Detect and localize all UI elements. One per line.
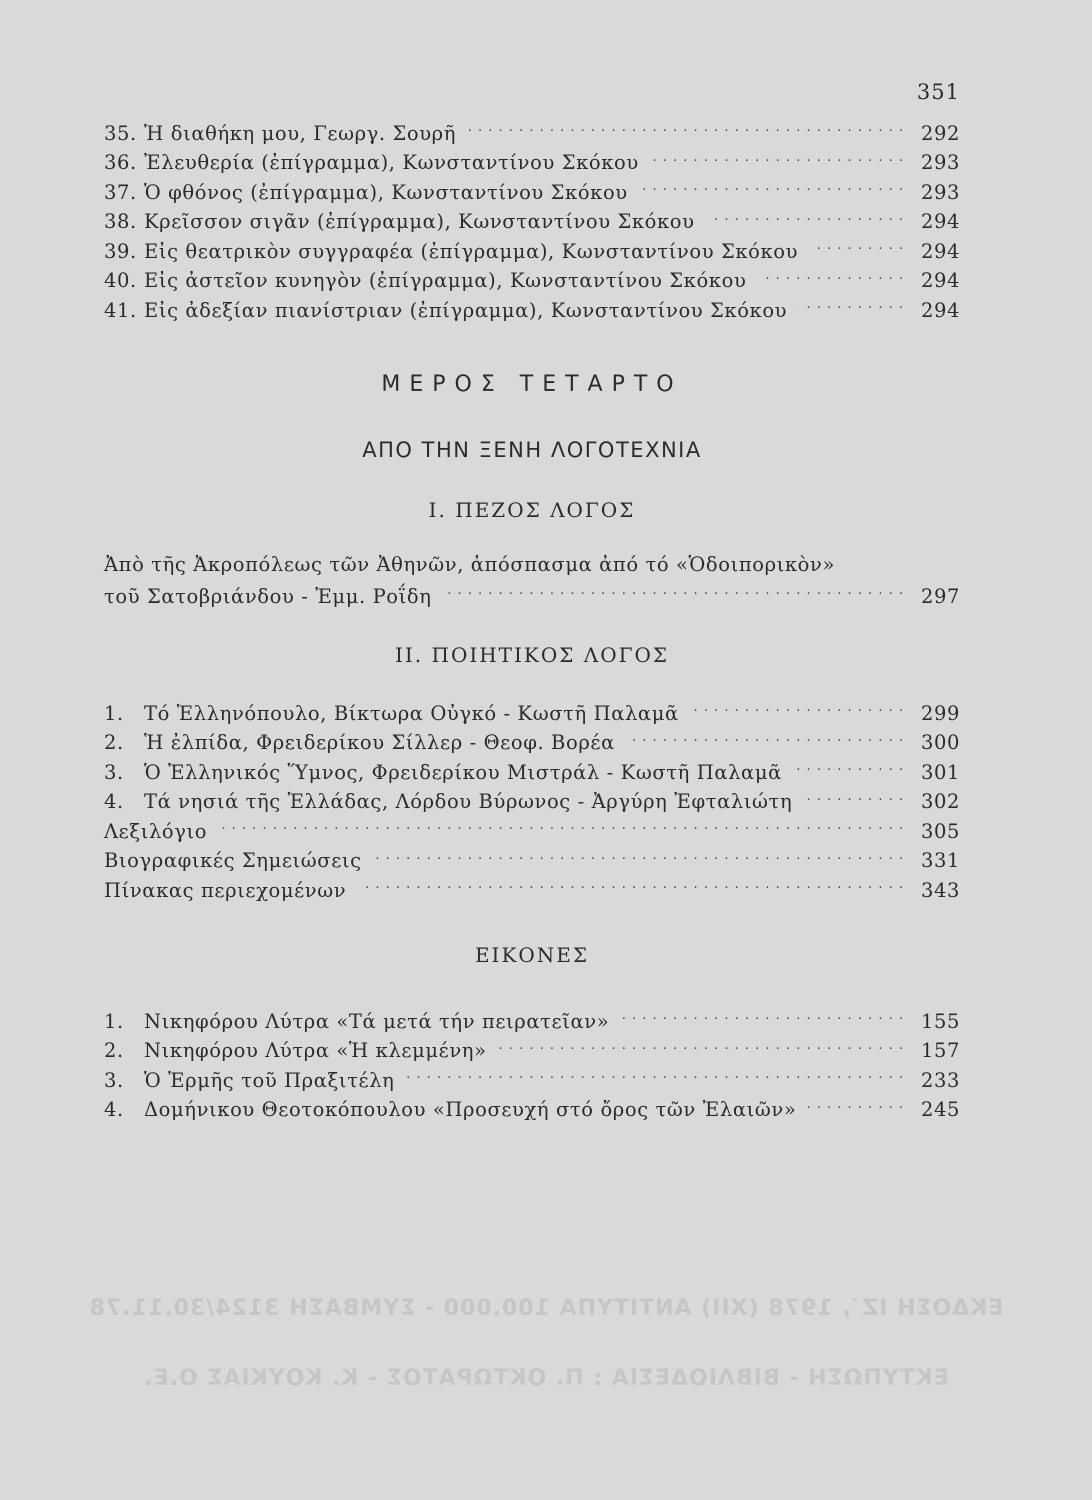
- toc-entry: [104, 179, 960, 209]
- toc-entry: [104, 759, 960, 789]
- toc-entry: [104, 268, 960, 298]
- prose-heading: I. ΠΕΖΟΣ ΛΟΓΟΣ: [428, 498, 636, 522]
- images-heading: ΕΙΚΟΝΕΣ: [474, 943, 590, 967]
- entry-page: 294: [920, 298, 960, 322]
- entry-number: 2.: [104, 1039, 124, 1062]
- toc-entry: [104, 150, 960, 180]
- entry-page: 302: [920, 790, 960, 813]
- entry-page: 155: [920, 1009, 960, 1033]
- entry-number: 2.: [104, 731, 124, 754]
- toc-entry: [104, 1038, 960, 1068]
- images-list: [104, 1008, 960, 1126]
- toc-entry: [104, 1008, 960, 1038]
- entry-number: 4.: [104, 1098, 124, 1121]
- entry-number: 1.: [104, 701, 124, 725]
- toc-entry: [104, 209, 960, 239]
- entry-page: 245: [920, 1098, 960, 1121]
- entry-title: Πίνακας περιεχομένων: [104, 878, 347, 902]
- entry-title: τοῦ Σατοβριάνδου - Ἐμμ. Ροΐδη: [104, 584, 432, 608]
- dot-leader: [810, 238, 904, 258]
- imprint-line-2: ΕΚΤΥΠΩΣΗ - ΒΙΒΛΙΟΔΕΣΙΑ : Π. ΟΚΤΩΡΑΤΟΣ - Κ. ΚΟΥΚΙΑΣ Ο.Ε.: [143, 1366, 949, 1391]
- entry-title: Νικηφόρου Λύτρα «Τά μετά τήν πειρατεῖαν»: [144, 1009, 610, 1033]
- entry-number: 4.: [104, 790, 124, 813]
- entry-number: 36.: [104, 151, 137, 174]
- poems-list: [104, 120, 960, 327]
- section-heading: ΑΠΟ ΤΗΝ ΞΕΝΗ ΛΟΓΟΤΕΧΝΙΑ: [362, 438, 702, 462]
- prose-entry: [104, 553, 960, 613]
- entry-page: 294: [920, 269, 960, 292]
- entry-title: Κρεῖσσον σιγᾶν (ἐπίγραμμα), Κωνσταντίνου Σκόκου: [144, 210, 695, 233]
- entry-title: Βιογραφικές Σημειώσεις: [104, 849, 362, 872]
- entry-number: 40.: [104, 269, 137, 292]
- page-number: 351: [916, 80, 960, 104]
- entry-title: Τό Ἑλληνόπουλο, Βίκτωρα Οὐγκό - Κωστῆ Παλαμᾶ: [144, 701, 679, 725]
- entry-title: Εἰς θεατρικὸν συγγραφέα (ἐπίγραμμα), Κωνσταντίνου Σκόκου: [144, 239, 799, 263]
- entry-number: 35.: [104, 121, 137, 145]
- entry-title: Ὁ Ἑρμῆς τοῦ Πραξιτέλη: [144, 1068, 395, 1092]
- entry-title: Εἰς ἀστεῖον κυνηγὸν (ἐπίγραμμα), Κωνσταντίνου Σκόκου: [144, 269, 747, 292]
- dot-leader: [808, 1097, 904, 1117]
- entry-title: Τά νησιά τῆς Ἑλλάδας, Λόρδου Βύρωνος - Ἀργύρη Ἐφταλιώτη: [144, 790, 793, 813]
- dot-leader: [758, 268, 904, 288]
- dot-leader: [219, 818, 904, 838]
- dot-leader: [651, 150, 904, 170]
- toc-entry: [104, 238, 960, 268]
- entry-title: Ὁ φθόνος (ἐπίγραμμα), Κωνσταντίνου Σκόκου: [144, 180, 628, 204]
- toc-entry: [104, 730, 960, 760]
- part-heading: ΜΕΡΟΣ ΤΕΤΑΡΤΟ: [381, 372, 683, 397]
- entry-title: Δομήνικου Θεοτοκόπουλου «Προσευχή στό ὄρος τῶν Ἐλαιῶν»: [144, 1098, 797, 1121]
- entry-title: Εἰς ἀδεξίαν πιανίστριαν (ἐπίγραμμα), Κωνσταντίνου Σκόκου: [144, 298, 788, 322]
- entry-title: Ὁ Ἑλληνικός Ὕμνος, Φρειδερίκου Μιστράλ - Κωστῆ Παλαμᾶ: [144, 760, 782, 784]
- toc-entry: [104, 700, 960, 730]
- toc-entry: [104, 789, 960, 819]
- entry-number: 1.: [104, 1009, 124, 1033]
- entry-page: 233: [920, 1068, 960, 1092]
- dot-leader: [358, 877, 904, 897]
- entry-page: 305: [920, 819, 960, 843]
- entry-page: 157: [920, 1039, 960, 1062]
- toc-entry: [104, 297, 960, 327]
- entry-title: Ἡ διαθήκη μου, Γεωργ. Σουρῆ: [144, 121, 457, 145]
- toc-entry: [104, 1097, 960, 1127]
- entry-title: Ἡ ἐλπίδα, Φρειδερίκου Σίλλερ - Θεοφ. Βορέα: [144, 731, 615, 754]
- entry-page: 294: [920, 210, 960, 233]
- entry-number: 41.: [104, 298, 137, 322]
- toc-entry: [104, 120, 960, 150]
- entry-page: 331: [920, 849, 960, 872]
- entry-number: 3.: [104, 1068, 124, 1092]
- entry-page: 297: [920, 584, 960, 608]
- dot-leader: [621, 1008, 904, 1028]
- toc-entry: [104, 1067, 960, 1097]
- dot-leader: [406, 1067, 904, 1087]
- dot-leader: [640, 179, 904, 199]
- entry-page: 301: [920, 760, 960, 784]
- toc-entry: [104, 877, 960, 907]
- toc-entry: [104, 818, 960, 848]
- dot-leader: [691, 700, 904, 720]
- entry-number: 3.: [104, 760, 124, 784]
- entry-title: Λεξιλόγιο: [104, 819, 208, 843]
- toc-entry: [104, 848, 960, 878]
- poetry-heading: II. ΠΟΙΗΤΙΚΟΣ ΛΟΓΟΣ: [394, 643, 670, 667]
- prose-entry-line1: Ἀπὸ τῆς Ἀκροπόλεως τῶν Ἀθηνῶν, ἀπόσπασμα ἀπό τό «Ὁδοιπορικὸν»: [104, 553, 836, 576]
- poetry-list: [104, 700, 960, 907]
- entry-number: 37.: [104, 180, 137, 204]
- entry-page: 300: [920, 731, 960, 754]
- prose-entry-line2: [104, 583, 960, 613]
- dot-leader: [374, 848, 904, 868]
- entry-page: 343: [920, 878, 960, 902]
- dot-leader: [627, 730, 904, 750]
- entry-page: 299: [920, 701, 960, 725]
- entry-page: 293: [920, 151, 960, 174]
- entry-title: Ἐλευθερία (ἐπίγραμμα), Κωνσταντίνου Σκόκου: [144, 151, 639, 174]
- dot-leader: [468, 120, 904, 140]
- imprint-line-1: ΕΚΔΟΣΗ ΙΖ΄, 1978 (ΧΙΙ) ΑΝΤΙΤΥΠΑ 100.000 - ΣΥΜΒΑΣΗ 3124/30.11.78: [88, 1296, 1004, 1321]
- dot-leader: [799, 297, 904, 317]
- entry-page: 294: [920, 239, 960, 263]
- entry-page: 292: [920, 121, 960, 145]
- dot-leader: [707, 209, 904, 229]
- dot-leader: [444, 583, 905, 603]
- dot-leader: [794, 759, 904, 779]
- dot-leader: [804, 789, 904, 809]
- entry-title: Νικηφόρου Λύτρα «Ἡ κλεμμένη»: [144, 1039, 487, 1062]
- entry-number: 39.: [104, 239, 137, 263]
- dot-leader: [499, 1038, 904, 1058]
- entry-number: 38.: [104, 210, 137, 233]
- entry-page: 293: [920, 180, 960, 204]
